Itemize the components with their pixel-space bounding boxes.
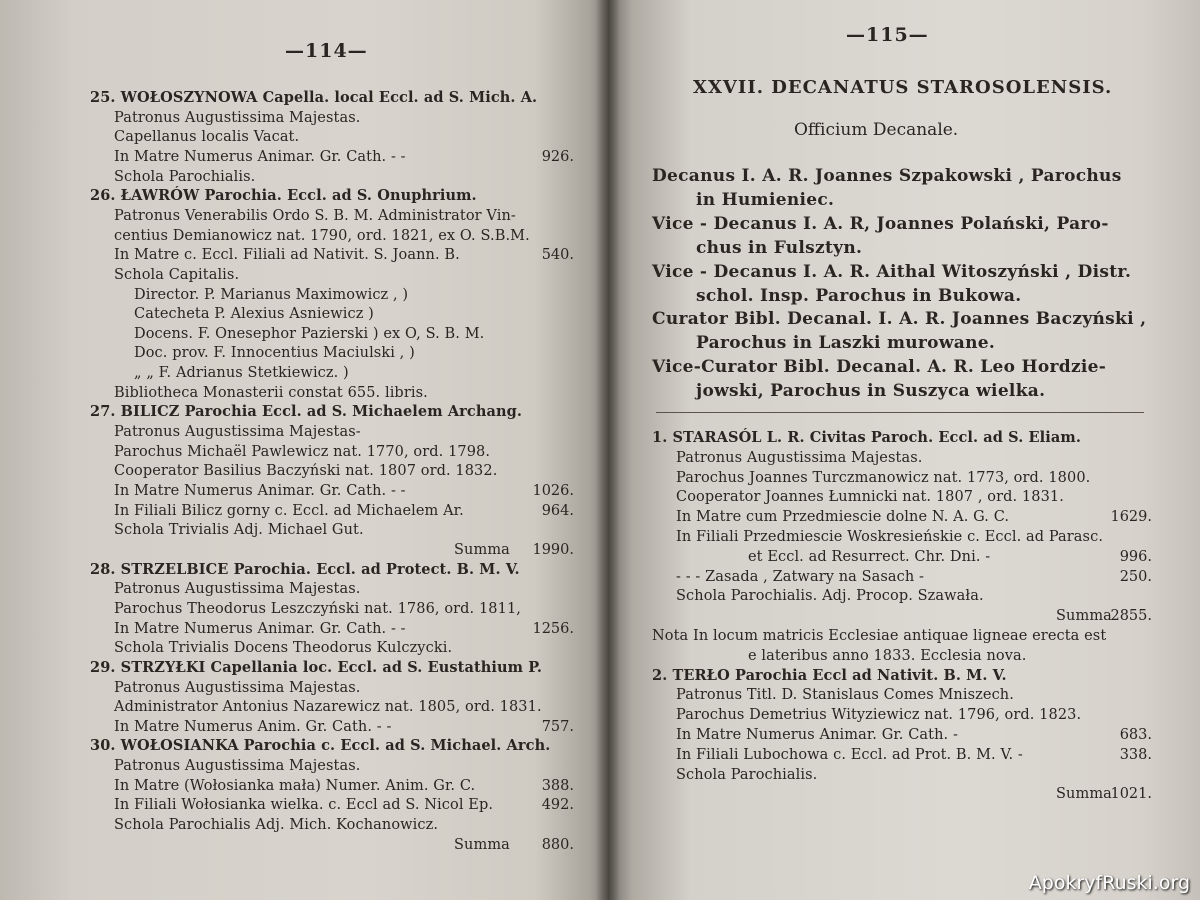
soul-count: 540.	[541, 247, 574, 264]
dean-office-line: schol. Insp. Parochus in Bukowa.	[696, 285, 1022, 306]
watermark: ApokryfRuski.org	[1028, 872, 1190, 894]
dean-office-line: in Humieniec.	[696, 189, 835, 210]
parish-entry-heading: 29. STRZYŁKI Capellania loc. Eccl. ad S. Eustathium P.	[90, 658, 542, 676]
entry-line: In Filiali Przedmiescie Woskresieńskie c. Eccl. ad Parasc.	[676, 529, 1104, 545]
soul-count: 926.	[541, 148, 574, 165]
summa-label: Summa	[1056, 608, 1112, 625]
entry-line: Patronus Augustissima Majestas-	[114, 424, 361, 441]
entry-line: centius Demianowicz nat. 1790, ord. 1821, ex O. S.B.M.	[114, 227, 530, 244]
soul-count: 338.	[1119, 746, 1152, 763]
entry-line: - - - Zasada , Zatwary na Sasach -	[676, 568, 925, 585]
entry-line: Parochus Demetrius Wityziewicz nat. 1796, ord. 1823.	[676, 707, 1082, 724]
soul-count: 757.	[541, 718, 574, 735]
soul-count: 388.	[541, 777, 574, 794]
entry-line: Schola Trivialis Docens Theodorus Kulczycki.	[114, 640, 453, 657]
entry-line: Schola Capitalis.	[114, 266, 240, 283]
entry-line: In Matre cum Przedmiescie dolne N. A. G. C.	[676, 509, 1010, 526]
parish-entry-heading: 30. WOŁOSIANKA Parochia c. Eccl. ad S. Michael. Arch.	[90, 737, 551, 755]
soul-count: 1629.	[1110, 509, 1152, 526]
book-gutter	[596, 0, 620, 900]
soul-count: 1021.	[1110, 786, 1152, 803]
entry-line: „ „ F. Adrianus Stetkiewicz. )	[134, 365, 349, 382]
entry-line: Patronus Augustissima Majestas.	[114, 758, 361, 775]
dean-office-line: Curator Bibl. Decanal. I. A. R. Joannes Baczyński ,	[652, 309, 1147, 330]
entry-line: Docens. F. Onesephor Pazierski ) ex O, S. B. M.	[134, 325, 485, 342]
office-subheading: Officium Decanale.	[794, 120, 959, 140]
entry-line: Doc. prov. F. Innocentius Maciulski , )	[134, 345, 415, 362]
parish-entry-heading: 25. WOŁOSZYNOWA Capella. local Eccl. ad S. Mich. A.	[90, 89, 538, 106]
entry-line: Cooperator Basilius Baczyński nat. 1807 ord. 1832.	[114, 463, 498, 480]
soul-count: 1990.	[532, 541, 574, 558]
entry-line: Parochus Michaël Pawlewicz nat. 1770, ord. 1798.	[114, 443, 491, 460]
dean-office-line: Vice - Decanus I. A. R. Aithal Witoszyński , Distr.	[652, 261, 1132, 282]
entry-line: In Matre Numerus Animar. Gr. Cath. - -	[114, 148, 406, 165]
entry-line: In Matre Numerus Anim. Gr. Cath. - -	[114, 718, 392, 735]
entry-line: Schola Trivialis Adj. Michael Gut.	[114, 522, 364, 539]
right-page	[608, 0, 1200, 900]
entry-line: Catecheta P. Alexius Asniewicz )	[134, 306, 374, 323]
entry-line: In Matre Numerus Animar. Gr. Cath. -	[676, 727, 958, 743]
parish-entry-heading: 27. BILICZ Parochia Eccl. ad S. Michaelem Archang.	[90, 403, 523, 421]
page-number-left: —114—	[285, 40, 368, 62]
entry-line: In Matre c. Eccl. Filiali ad Nativit. S. Joann. B.	[114, 247, 460, 264]
section-rule	[656, 412, 1144, 413]
summa-label: Summa	[1056, 786, 1112, 803]
parish-entry-heading: 28. STRZELBICE Parochia. Eccl. ad Protect. B. M. V.	[90, 560, 520, 578]
entry-line: Parochus Theodorus Leszczyński nat. 1786, ord. 1811,	[114, 600, 521, 617]
entry-line: In Matre Numerus Animar. Gr. Cath. - -	[114, 620, 406, 637]
dean-office-line: Parochus in Laszki murowane.	[696, 333, 996, 354]
soul-count: 683.	[1119, 727, 1152, 743]
entry-line: Administrator Antonius Nazarewicz nat. 1805, ord. 1831.	[114, 699, 542, 716]
soul-count: 492.	[541, 797, 574, 814]
soul-count: 880.	[541, 836, 574, 853]
parish-entry-heading: 26. ŁAWRÓW Parochia. Eccl. ad S. Onuphrium.	[90, 187, 477, 205]
entry-line: Patronus Titl. D. Stanislaus Comes Mniszech.	[676, 687, 1014, 704]
entry-line: In Matre Numerus Animar. Gr. Cath. - -	[114, 483, 406, 499]
soul-count: 1256.	[532, 620, 574, 637]
soul-count: 1026.	[532, 483, 574, 499]
entry-line: In Filiali Wołosianka wielka. c. Eccl ad S. Nicol Ep.	[114, 797, 494, 814]
entry-line: Patronus Venerabilis Ordo S. B. M. Administrator Vin-	[114, 207, 516, 224]
dean-office-line: Vice - Decanus I. A. R, Joannes Polański, Paro-	[652, 213, 1109, 234]
entry-line: Director. P. Marianus Maximowicz , )	[134, 286, 409, 303]
soul-count: 964.	[541, 502, 574, 519]
entry-line: e lateribus anno 1833. Ecclesia nova.	[748, 647, 1027, 664]
entry-line: Patronus Augustissima Majestas.	[114, 581, 361, 598]
entry-line: Parochus Joannes Turczmanowicz nat. 1773, ord. 1800.	[676, 469, 1091, 486]
entry-line: Schola Parochialis. Adj. Procop. Szawała.	[676, 588, 984, 605]
dean-office-line: Decanus I. A. R. Joannes Szpakowski , Parochus	[652, 166, 1122, 186]
entry-line: Nota In locum matricis Ecclesiae antiquae ligneae erecta est	[652, 628, 1107, 644]
entry-line: In Filiali Lubochowa c. Eccl. ad Prot. B. M. V. -	[676, 746, 1023, 763]
entry-line: Capellanus localis Vacat.	[114, 129, 300, 146]
entry-line: Schola Parochialis.	[114, 168, 256, 185]
deanery-heading: XXVII. DECANATUS STAROSOLENSIS.	[693, 77, 1113, 98]
soul-count: 996.	[1119, 548, 1152, 565]
dean-office-line: Vice-Curator Bibl. Decanal. A. R. Leo Hordzie-	[652, 357, 1107, 378]
entry-line: Schola Parochialis.	[676, 766, 818, 783]
entry-line: In Matre (Wołosianka mała) Numer. Anim. Gr. C.	[114, 777, 476, 794]
entry-line: Patronus Augustissima Majestas.	[114, 679, 361, 696]
entry-line: Cooperator Joannes Łumnicki nat. 1807 , ord. 1831.	[676, 489, 1064, 506]
summa-label: Summa	[454, 836, 510, 853]
parish-entry-heading: 1. STARASÓL L. R. Civitas Paroch. Eccl. ad S. Eliam.	[652, 429, 1081, 446]
entry-line: Patronus Augustissima Majestas.	[676, 449, 923, 466]
entry-line: et Eccl. ad Resurrect. Chr. Dni. -	[748, 548, 991, 565]
entry-line: Patronus Augustissima Majestas.	[114, 109, 361, 126]
entry-line: Bibliotheca Monasterii constat 655. libris.	[114, 384, 428, 401]
soul-count: 250.	[1119, 568, 1152, 585]
parish-entry-heading: 2. TERŁO Parochia Eccl ad Nativit. B. M. V.	[652, 666, 1007, 684]
entry-line: In Filiali Bilicz gorny c. Eccl. ad Michaelem Ar.	[114, 502, 464, 519]
summa-label: Summa	[454, 541, 510, 558]
entry-line: Schola Parochialis Adj. Mich. Kochanowicz.	[114, 817, 439, 834]
soul-count: 2855.	[1110, 608, 1152, 625]
dean-office-line: chus in Fulsztyn.	[696, 237, 863, 258]
page-number-right: —115—	[846, 24, 929, 46]
dean-office-line: jowski, Parochus in Suszyca wielka.	[696, 381, 1046, 402]
